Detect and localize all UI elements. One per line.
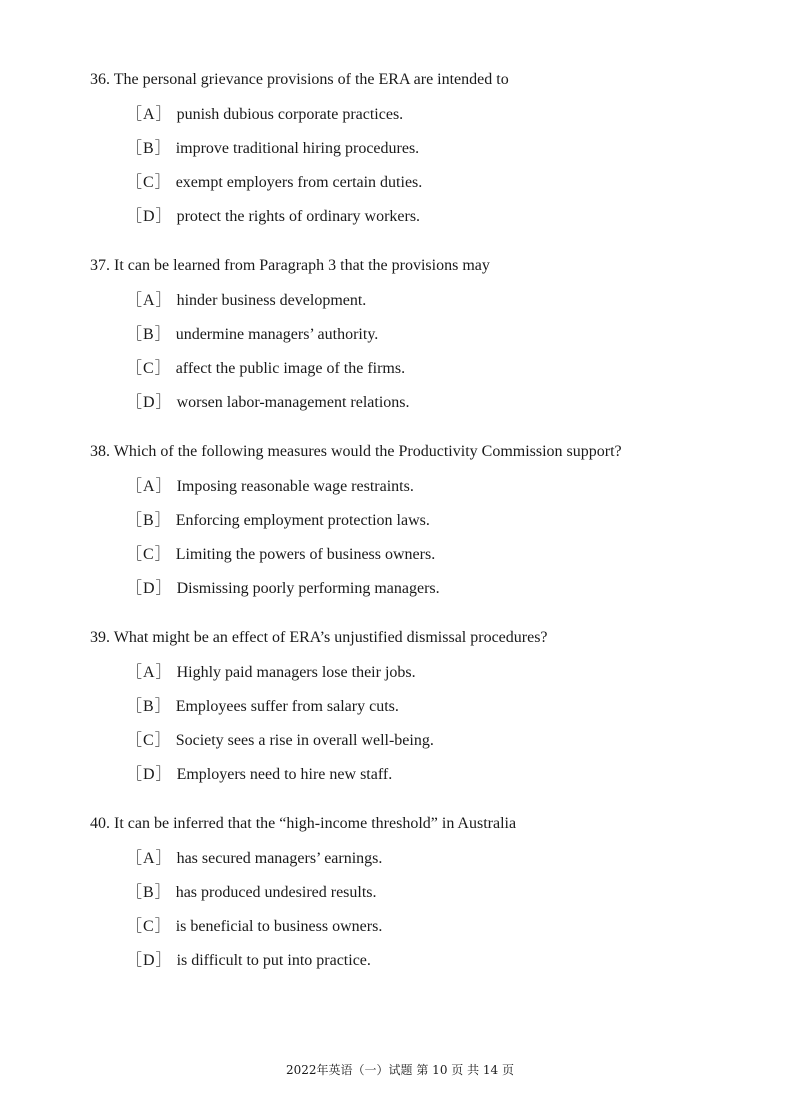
option-text: Limiting the powers of business owners. <box>175 546 436 563</box>
option-b <box>126 697 770 717</box>
option-text: Employees suffer from salary cuts. <box>175 698 399 715</box>
option-list <box>90 105 770 227</box>
option-letter: ［C］ <box>126 360 172 377</box>
option-b <box>126 511 770 531</box>
option-letter: ［C］ <box>126 918 172 935</box>
question-stem: 37. It can be learned from Paragraph 3 that the provisions may <box>90 257 490 274</box>
option-text: is difficult to put into practice. <box>176 952 371 969</box>
option-d <box>126 579 770 599</box>
option-text: hinder business development. <box>176 292 367 309</box>
option-letter: ［C］ <box>126 546 172 563</box>
option-letter: ［B］ <box>126 326 172 343</box>
option-text: Dismissing poorly performing managers. <box>176 580 440 597</box>
option-a <box>126 291 770 311</box>
question-40 <box>90 814 770 971</box>
question-stem: 38. Which of the following measures would the Productivity Commission support? <box>90 443 622 460</box>
option-list <box>90 663 770 785</box>
option-text: punish dubious corporate practices. <box>176 106 404 123</box>
option-d <box>126 951 770 971</box>
option-text: is beneficial to business owners. <box>175 918 383 935</box>
option-letter: ［B］ <box>126 884 172 901</box>
option-a <box>126 849 770 869</box>
option-text: Highly paid managers lose their jobs. <box>176 664 416 681</box>
question-stem: 36. The personal grievance provisions of the ERA are intended to <box>90 71 509 88</box>
option-text: has secured managers’ earnings. <box>176 850 383 867</box>
page-footer: 2022年英语（一）试题 第 10 页 共 14 页 <box>286 1063 514 1077</box>
option-letter: ［A］ <box>126 106 173 123</box>
option-text: Enforcing employment protection laws. <box>175 512 430 529</box>
option-letter: ［A］ <box>126 292 173 309</box>
option-a <box>126 105 770 125</box>
option-b <box>126 139 770 159</box>
option-d <box>126 393 770 413</box>
option-text: worsen labor-management relations. <box>176 394 410 411</box>
option-text: protect the rights of ordinary workers. <box>176 208 421 225</box>
option-b <box>126 883 770 903</box>
option-text: Society sees a rise in overall well-being. <box>175 732 434 749</box>
option-c <box>126 545 770 565</box>
option-text: exempt employers from certain duties. <box>175 174 423 191</box>
option-c <box>126 359 770 379</box>
option-letter: ［A］ <box>126 850 173 867</box>
question-36 <box>90 70 770 227</box>
option-list <box>90 849 770 971</box>
option-text: undermine managers’ authority. <box>175 326 379 343</box>
question-37 <box>90 256 770 413</box>
option-d <box>126 765 770 785</box>
option-a <box>126 663 770 683</box>
option-letter: ［B］ <box>126 140 172 157</box>
question-stem: 39. What might be an effect of ERA’s unjustified dismissal procedures? <box>90 629 548 646</box>
question-stem: 40. It can be inferred that the “high-income threshold” in Australia <box>90 815 517 832</box>
option-text: Imposing reasonable wage restraints. <box>176 478 414 495</box>
option-letter: ［D］ <box>126 394 173 411</box>
option-letter: ［D］ <box>126 766 173 783</box>
option-letter: ［A］ <box>126 478 173 495</box>
option-letter: ［D］ <box>126 952 173 969</box>
option-c <box>126 731 770 751</box>
option-letter: ［B］ <box>126 512 172 529</box>
option-list <box>90 291 770 413</box>
option-list <box>90 477 770 599</box>
question-39 <box>90 628 770 785</box>
option-letter: ［C］ <box>126 174 172 191</box>
option-c <box>126 173 770 193</box>
question-38 <box>90 442 770 599</box>
option-c <box>126 917 770 937</box>
option-letter: ［C］ <box>126 732 172 749</box>
option-text: improve traditional hiring procedures. <box>175 140 420 157</box>
option-text: has produced undesired results. <box>175 884 377 901</box>
option-a <box>126 477 770 497</box>
option-d <box>126 207 770 227</box>
option-text: affect the public image of the firms. <box>175 360 406 377</box>
option-b <box>126 325 770 345</box>
option-letter: ［A］ <box>126 664 173 681</box>
option-letter: ［D］ <box>126 208 173 225</box>
option-text: Employers need to hire new staff. <box>176 766 393 783</box>
option-letter: ［B］ <box>126 698 172 715</box>
option-letter: ［D］ <box>126 580 173 597</box>
